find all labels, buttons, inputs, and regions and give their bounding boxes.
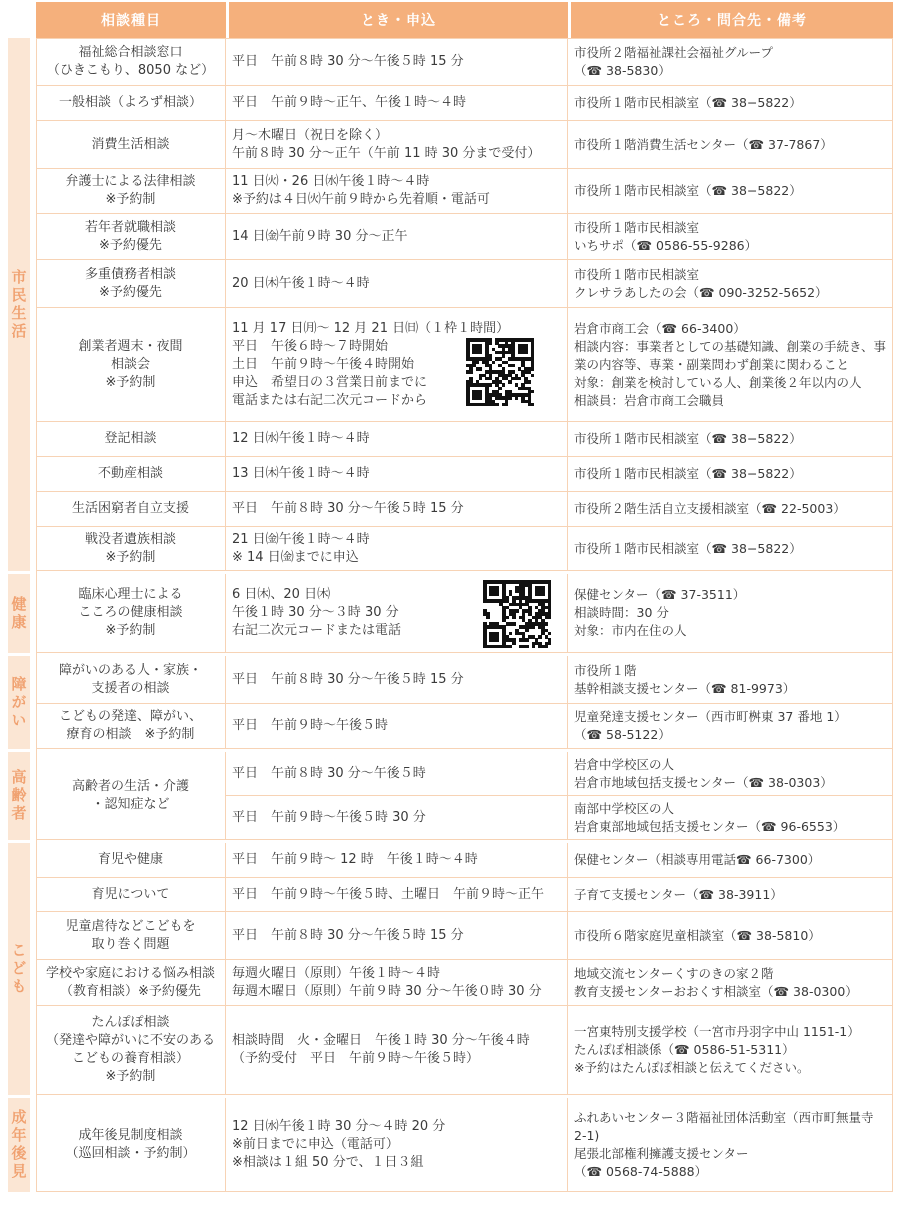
row-place-cell <box>568 86 893 121</box>
row-time-cell <box>226 1006 568 1095</box>
row-category-cell <box>36 1006 226 1095</box>
row-category-cell <box>36 38 226 86</box>
row-category-text: 育児や健康 <box>97 852 163 867</box>
row-time-text: 13 日㈭午後１時～４時 <box>232 466 370 481</box>
row-place-cell <box>568 260 893 308</box>
row-place-text: 市役所１階 基幹相談支援センター（☎ 81-9973） <box>574 662 796 696</box>
row-category-cell <box>36 1098 226 1192</box>
row-category-cell <box>36 86 226 121</box>
row-place-text: 一宮東特別支援学校（一宮市丹羽字中山 1151-1） たんぽぽ相談係（☎ 0586-51-5311） ※予約はたんぽぽ相談と伝えてください。 <box>574 1024 860 1075</box>
row-category-text: 児童虐待などこどもを 取り巻く問題 <box>65 918 196 952</box>
row-place-cell <box>568 574 893 653</box>
row-place-cell <box>568 843 893 878</box>
category-band-children <box>8 843 30 1095</box>
row-category-cell <box>36 121 226 169</box>
row-category-cell <box>36 752 226 840</box>
category-label: 市民生活 <box>9 268 28 341</box>
row-place-text: 保健センター（☎ 37-3511） 相談時間：30 分 対象：市内在住の人 <box>574 587 746 638</box>
row-category-text: 障がいのある人・家族・ 支援者の相談 <box>58 662 202 696</box>
row-place-text: ふれあいセンター３階福祉団体活動室（西市町無量寺 2-1) 尾張北部権利擁護支援センター （☎ 0568-74-5888） <box>574 1109 874 1179</box>
header-time: とき・申込 <box>229 2 568 38</box>
row-time-cell <box>226 492 568 527</box>
row-place-cell <box>568 492 893 527</box>
row-time-cell <box>226 457 568 492</box>
row-category-text: 戦没者遺族相談 ※予約制 <box>84 531 176 565</box>
row-place-cell <box>568 656 893 704</box>
row-category-text: 多重債務者相談 ※予約優先 <box>84 266 176 300</box>
row-place-text: 市役所１階市民相談室（☎ 38−5822） <box>574 466 802 481</box>
row-time-cell <box>226 704 568 749</box>
row-place-cell <box>568 121 893 169</box>
row-category-text: 成年後見制度相談 （巡回相談・予約制） <box>65 1127 196 1161</box>
header-category: 相談種目 <box>36 2 226 38</box>
category-band-disability <box>8 656 30 749</box>
row-place-cell <box>568 214 893 260</box>
row-place-cell <box>568 422 893 457</box>
row-time-text: 20 日㈭午後１時～４時 <box>232 275 370 291</box>
row-category-cell <box>36 878 226 912</box>
row-place-cell <box>568 878 893 912</box>
row-place-cell <box>568 527 893 571</box>
row-place-cell <box>568 169 893 214</box>
row-category-cell <box>36 260 226 308</box>
row-time-cell <box>226 422 568 457</box>
category-band-civic-life <box>8 38 30 571</box>
row-time-cell <box>226 878 568 912</box>
row-category-text: 学校や家庭における悩み相談 （教育相談）※予約優先 <box>45 965 215 999</box>
row-time-text: 平日 午前９時～ 12 時 午後１時～４時 <box>232 852 478 867</box>
row-category-text: 消費生活相談 <box>91 136 170 152</box>
row-place-text: 子育て支援センター（☎ 38-3911） <box>574 886 783 902</box>
row-place-text: 市役所１階市民相談室（☎ 38−5822） <box>574 540 802 556</box>
row-place-text: 地域交流センターくすのきの家２階 教育支援センターおおくす相談室（☎ 38-0300） <box>574 965 858 999</box>
row-time-cell <box>226 656 568 704</box>
row-place-text: 市役所２階福祉課社会福祉グループ （☎ 38-5830） <box>574 44 774 78</box>
row-time-cell <box>226 752 568 796</box>
row-category-cell <box>36 574 226 653</box>
category-band-health <box>8 574 30 653</box>
row-time-text: 12 日㈬午後１時～４時 <box>232 431 370 446</box>
row-category-cell <box>36 422 226 457</box>
row-time-cell <box>226 796 568 840</box>
qr-code-mental-health[interactable] <box>483 580 551 648</box>
row-time-cell <box>226 1098 568 1192</box>
category-label: 健康 <box>9 595 28 632</box>
row-category-cell <box>36 457 226 492</box>
row-place-cell <box>568 912 893 960</box>
row-time-text: 11 月 17 日㈪～ 12 月 21 日㈰（１枠１時間） 平日 午後６時～７時開始 土日 午前９時～午後４時開始 申込 希望日の３営業日前までに 電話または右記二次元コードから <box>232 320 510 408</box>
row-place-text: 市役所１階市民相談室（☎ 38−5822） <box>574 95 802 110</box>
row-time-cell <box>226 912 568 960</box>
row-category-cell <box>36 492 226 527</box>
row-place-text: 岩倉中学校区の人 岩倉市地域包括支援センター（☎ 38-0303） <box>574 756 833 790</box>
row-place-cell <box>568 704 893 749</box>
row-place-cell <box>568 457 893 492</box>
row-time-cell <box>226 527 568 571</box>
row-time-text: 6 日㈭、20 日㈭ 午後１時 30 分～３時 30 分 右記二次元コードまたは電話 <box>232 587 402 638</box>
row-place-cell <box>568 308 893 422</box>
row-place-text: 市役所２階生活自立支援相談室（☎ 22-5003） <box>574 501 846 516</box>
row-place-text: 南部中学校区の人 岩倉東部地域包括支援センター（☎ 96-6553） <box>574 800 846 834</box>
row-category-text: 福祉総合相談窓口 （ひきこもり、8050 など） <box>46 44 215 78</box>
category-label: こども <box>9 942 28 996</box>
row-category-text: たんぽぽ相談 （発達や障がいに不安のある こどもの養育相談） ※予約制 <box>45 1015 215 1084</box>
row-time-text: 平日 午前９時～午後５時 <box>232 718 389 733</box>
row-time-text: 14 日㈮午前９時 30 分～正午 <box>232 228 408 244</box>
row-place-cell <box>568 1006 893 1095</box>
category-label: 障がい <box>9 675 28 730</box>
row-place-cell <box>568 796 893 840</box>
category-band-guardianship <box>8 1098 30 1192</box>
row-time-text: 11 日㈫・26 日㈬午後１時～４時 ※予約は４日㈫午前９時から先着順・電話可 <box>232 174 490 207</box>
row-category-text: 臨床心理士による こころの健康相談 ※予約制 <box>78 587 183 638</box>
row-place-cell <box>568 1098 893 1192</box>
row-category-cell <box>36 704 226 749</box>
row-category-cell <box>36 169 226 214</box>
row-category-text: 創業者週末・夜間 相談会 ※予約制 <box>78 338 183 390</box>
row-category-text: 高齢者の生活・介護 ・認知症など <box>71 778 189 812</box>
row-category-cell <box>36 527 226 571</box>
row-time-text: 平日 午前９時～午後５時、土曜日 午前９時～正午 <box>232 886 545 902</box>
row-time-cell <box>226 38 568 86</box>
row-place-text: 岩倉市商工会（☎ 66-3400） 相談内容：事業者としての基礎知識、創業の手続き、事業の内容等、専業・副業問わず創業に関わること 対象：創業を検討している人、創業後２年以内の人 相談員：岩倉市商工会職員 <box>574 320 887 408</box>
header-place: ところ・問合先・備考 <box>571 2 893 38</box>
row-time-text: 平日 午前８時 30 分～午後５時 15 分 <box>232 53 464 69</box>
row-time-text: 平日 午前８時 30 分～午後５時 15 分 <box>232 671 464 687</box>
row-category-text: 登記相談 <box>104 431 157 446</box>
row-place-text: 市役所１階消費生活センター（☎ 37-7867） <box>574 136 833 152</box>
row-time-cell <box>226 960 568 1006</box>
row-time-text: 相談時間 火・金曜日 午後１時 30 分～午後４時 （予約受付 平日 午前９時～午後５時） <box>232 1033 530 1066</box>
row-time-cell <box>226 121 568 169</box>
row-category-cell <box>36 214 226 260</box>
row-time-text: 12 日㈬午後１時 30 分～４時 20 分 ※前日までに申込（電話可） ※相談は１組 50 分で、１日３組 <box>232 1118 446 1170</box>
row-place-text: 市役所１階市民相談室 いちサポ（☎ 0586-55-9286） <box>574 219 758 253</box>
row-category-text: 生活困窮者自立支援 <box>71 501 189 516</box>
row-category-cell <box>36 308 226 422</box>
row-place-text: 児童発達支援センター（西市町桝東 37 番地 1） （☎ 58-5122） <box>574 709 847 742</box>
row-category-text: こどもの発達、障がい、 療育の相談 ※予約制 <box>58 709 202 742</box>
row-place-cell <box>568 38 893 86</box>
row-category-cell <box>36 960 226 1006</box>
row-place-text: 保健センター（相談専用電話☎ 66-7300） <box>574 852 821 867</box>
qr-code-startup[interactable] <box>466 338 534 406</box>
row-category-text: 弁護士による法律相談 ※予約制 <box>65 174 196 207</box>
row-category-text: 一般相談（よろず相談） <box>58 95 202 110</box>
row-place-text: 市役所６階家庭児童相談室（☎ 38-5810） <box>574 927 821 943</box>
row-time-text: 平日 午前９時～正午、午後１時～４時 <box>232 95 467 110</box>
row-place-text: 市役所１階市民相談室（☎ 38−5822） <box>574 431 802 446</box>
row-place-text: 市役所１階市民相談室（☎ 38−5822） <box>574 183 802 198</box>
row-category-cell <box>36 656 226 704</box>
row-category-cell <box>36 912 226 960</box>
row-category-text: 育児について <box>91 886 170 902</box>
row-place-cell <box>568 960 893 1006</box>
row-time-cell <box>226 260 568 308</box>
row-category-text: 若年者就職相談 ※予約優先 <box>84 219 176 253</box>
row-time-cell <box>226 214 568 260</box>
row-time-text: 平日 午前８時 30 分～午後５時 <box>232 765 426 781</box>
row-place-text: 市役所１階市民相談室 クレサラあしたの会（☎ 090-3252-5652） <box>574 266 828 300</box>
category-band-elderly <box>8 752 30 840</box>
category-label: 高齢者 <box>9 769 28 823</box>
row-category-text: 不動産相談 <box>97 466 163 481</box>
row-time-text: 毎週火曜日（原則）午後１時～４時 毎週木曜日（原則）午前９時 30 分～午後０時 30 分 <box>232 965 542 999</box>
row-category-cell <box>36 843 226 878</box>
row-time-text: 平日 午前８時 30 分～午後５時 15 分 <box>232 501 464 516</box>
row-time-cell <box>226 843 568 878</box>
category-label: 成年後見 <box>9 1109 28 1181</box>
row-time-text: 月～木曜日（祝日を除く） 午前８時 30 分～正午（午前 11 時 30 分まで受付） <box>232 127 541 161</box>
row-time-cell <box>226 86 568 121</box>
row-time-text: 平日 午前９時～午後５時 30 分 <box>232 809 426 825</box>
row-time-cell <box>226 169 568 214</box>
row-time-text: 21 日㈮午後１時～４時 ※ 14 日㈮までに申込 <box>232 531 370 565</box>
row-place-cell <box>568 752 893 796</box>
row-time-text: 平日 午前８時 30 分～午後５時 15 分 <box>232 927 464 943</box>
